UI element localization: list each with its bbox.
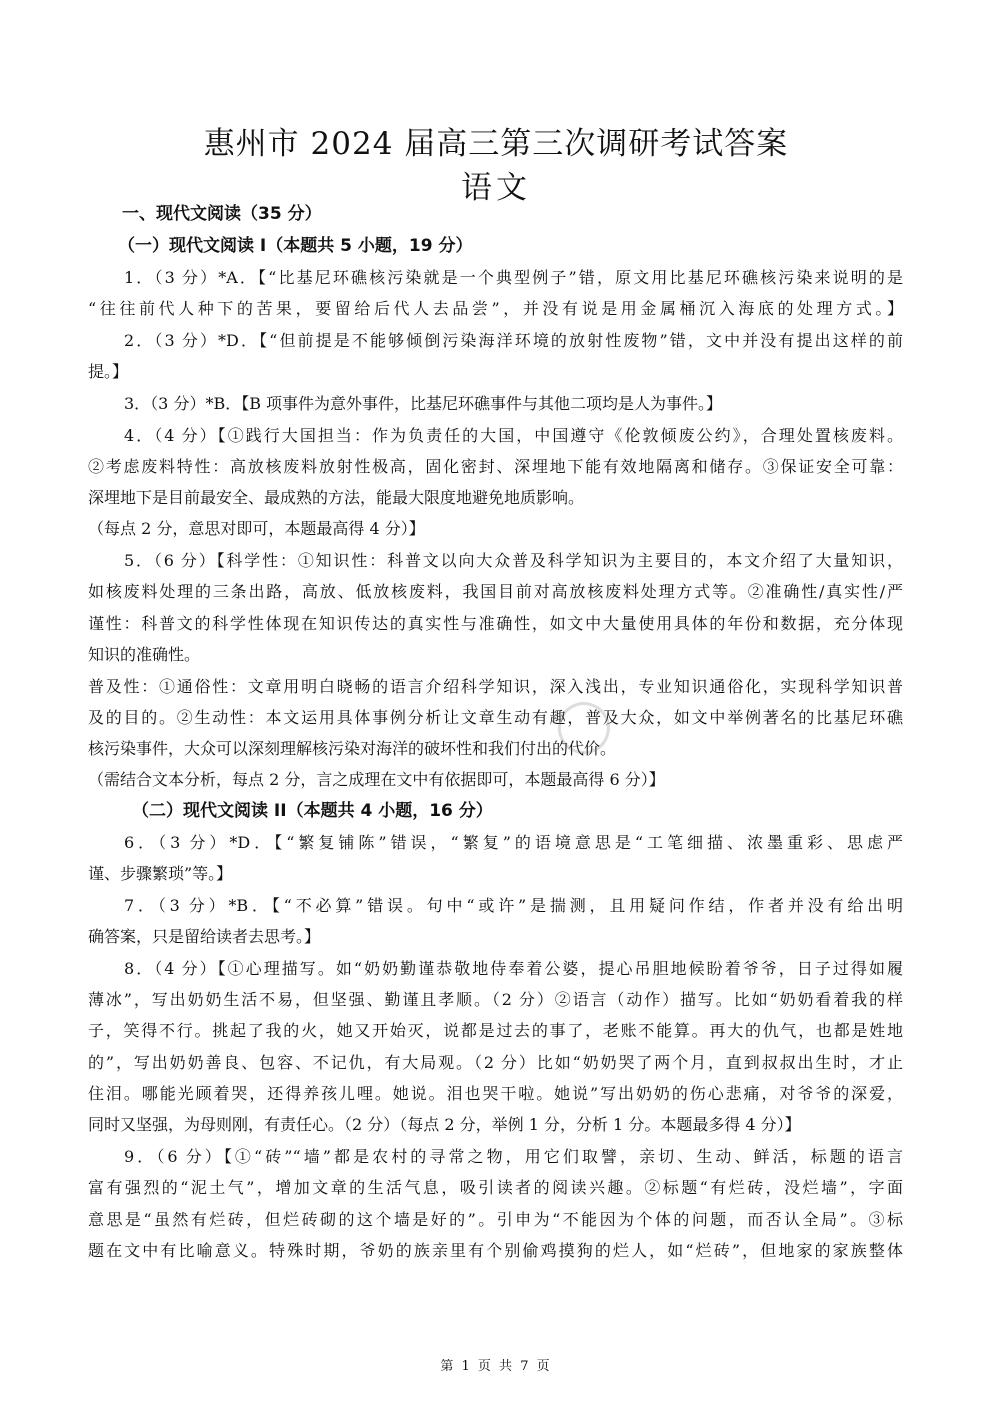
answer-6-line-1: 6．（3 分）*D．【“繁复铺陈”错误，“繁复”的语境意思是“工笔细描、浓墨重彩、思虑严: [124, 833, 903, 852]
answer-5-line-2: 如核废料处理的三条出路，高放、低放核废料，我国目前对高放核废料处理方式等。②准确性/真实性/严: [88, 582, 903, 601]
answer-7-line-2: 确答案，只是留给读者去思考。】: [88, 927, 321, 946]
answer-5-line-4: 知识的准确性。: [88, 645, 201, 664]
answer-2-line-1: 2．（3 分）*D．【“但前提是不能够倾倒污染海洋环境的放射性废物”错，文中并没有提出这样的前: [124, 331, 903, 350]
answer-9-line-2: 富有强烈的“泥土气”，增加文章的生活气息，吸引读者的阅读兴趣。②标题“有烂砖，没烂墙”，字面: [88, 1178, 903, 1197]
answer-5-line-1: 5．（6 分）【科学性：①知识性：科普文以向大众普及科学知识为主要目的，本文介绍了大量知识，: [124, 551, 903, 570]
answer-9-line-1: 9．（6 分）【①“砖”“墙”都是农村的寻常之物，用它们取譬，亲切、生动、鲜活，标题的语言: [124, 1147, 903, 1166]
answer-8-line-6: 同时又坚强，为母则刚，有责任心。（2 分）（每点 2 分，举例 1 分，分析 1 分。本题最多得 4 分）】: [88, 1115, 801, 1134]
answer-4-line-2: ②考虑废料特性：高放核废料放射性极高，固化密封、深埋地下能有效地隔离和储存。③保证安全可靠：: [88, 457, 903, 476]
answer-7-line-1: 7．（3 分）*B．【“不必算”错误。句中“或许”是揣测，且用疑问作结，作者并没有给出明: [124, 896, 903, 915]
answer-6-line-2: 谨、步骤繁琐”等。】: [88, 864, 233, 883]
answer-3-line-1: 3．（3 分）*B．【B 项事件为意外事件，比基尼环礁事件与其他二项均是人为事件。】: [124, 394, 723, 413]
answer-8-line-3: 子，笑得不行。挑起了我的火，她又开始灭，说都是过去的事了，老账不能算。再大的仇气，也都是姓地: [88, 1021, 903, 1040]
answer-1-line-1: 1．（3 分）*A．【“比基尼环礁核污染就是一个典型例子”错，原文用比基尼环礁核污染来说明的是: [124, 268, 903, 287]
answer-5-line-5: 普及性：①通俗性：文章用明白晓畅的语言介绍科学知识，深入浅出，专业知识通俗化，实现科学知识普: [88, 677, 903, 696]
document-title: 惠州市 2024 届高三第三次调研考试答案: [203, 126, 789, 162]
answer-8-line-2: 薄冰”，写出奶奶生活不易，但坚强、勤谨且孝顺。（2 分）②语言（动作）描写。比如“奶奶看着我的样: [88, 990, 903, 1009]
answer-9-line-4: 题在文中有比喻意义。特殊时期，爷奶的族亲里有个别偷鸡摸狗的烂人，如“烂砖”，但地家的家族整体: [88, 1241, 903, 1260]
answer-9-line-3: 意思是“虽然有烂砖，但烂砖砌的这个墙是好的”。引申为“不能因为个体的问题，而否认全局”。③标: [88, 1210, 903, 1229]
answer-4-line-1: 4．（4 分）【①践行大国担当：作为负责任的大国，中国遵守《伦敦倾废公约》，合理处置核废料。: [124, 426, 903, 445]
answer-8-line-4: 的”，写出奶奶善良、包容、不记仇，有大局观。（2 分）比如“奶奶哭了两个月，直到叔叔出生时，才止: [88, 1053, 903, 1072]
answer-5-line-3: 谨性：科普文的科学性体现在知识传达的真实性与准确性，如文中大量使用具体的年份和数据，充分体现: [88, 614, 903, 633]
subsection-heading-2: （二）现代文阅读 II（本题共 4 小题，16 分）: [132, 801, 493, 821]
answer-8-line-5: 住泪。哪能光顾着哭，还得养孩儿哩。她说。泪也哭干啦。她说”写出奶奶的伤心悲痛，对爷爷的深爱，: [88, 1084, 903, 1103]
page-footer: 第 1 页 共 7 页: [440, 1359, 552, 1374]
subsection-heading-1: （一）现代文阅读 I（本题共 5 小题，19 分）: [118, 236, 473, 256]
answer-4-line-3: 深埋地下是目前最安全、最成熟的方法，能最大限度地避免地质影响。: [88, 488, 585, 507]
section-heading: 一、现代文阅读（35 分）: [122, 204, 322, 224]
answer-5-note: （需结合文本分析，每点 2 分，言之成理在文中有依据即可，本题最高得 6 分）】: [88, 770, 665, 789]
answer-8-line-1: 8．（4 分）【①心理描写。如“奶奶勤谨恭敬地侍奉着公婆，提心吊胆地候盼着爷爷，日子过得如履: [124, 959, 903, 978]
answer-2-line-2: 提。】: [88, 362, 129, 381]
document-subject: 语文: [461, 170, 531, 206]
answer-1-line-2: “往往前代人种下的苦果，要留给后代人去品尝”，并没有说是用金属桶沉入海底的处理方式。】: [88, 299, 903, 318]
answer-5-line-6: 及的目的。②生动性：本文运用具体事例分析让文章生动有趣，普及大众，如文中举例著名的比基尼环礁: [88, 708, 903, 727]
answer-4-note: （每点 2 分，意思对即可，本题最高得 4 分）】: [88, 519, 425, 538]
answer-5-line-7: 核污染事件，大众可以深刻理解核污染对海洋的破坏性和我们付出的代价。: [88, 739, 617, 758]
